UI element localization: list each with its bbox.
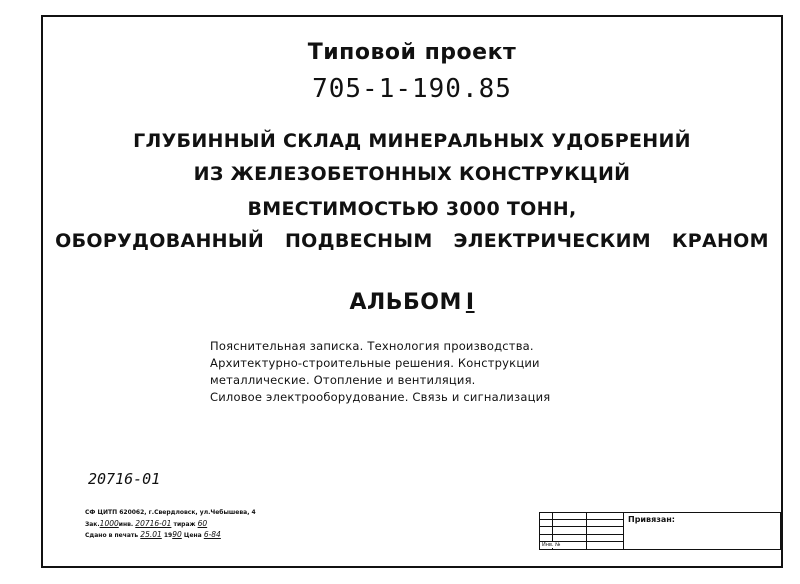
- print-info: [85, 508, 256, 542]
- heading-line-4: ОБОРУДОВАННЫЙ ПОДВЕСНЫМ ЭЛЕКТРИЧЕСКИМ КРАНОМ: [55, 230, 769, 252]
- project-title: Типовой проект: [307, 40, 517, 65]
- heading-line-3: ВМЕСТИМОСТЬЮ 3000 ТОНН,: [247, 198, 577, 220]
- heading-line-2: ИЗ ЖЕЛЕЗОБЕТОННЫХ КОНСТРУКЦИЙ: [193, 163, 631, 185]
- document-code: 20716-01: [88, 470, 161, 488]
- contents-line-3: металлические. Отопление и вентиляция.: [210, 373, 476, 387]
- contents-line-4: Силовое электрооборудование. Связь и сигнализация: [210, 390, 551, 404]
- stamp-inventory-label: Инв. №: [542, 542, 561, 548]
- print-date-line: Сдано в печать 25.01 1990 Цена 6-84: [85, 530, 221, 539]
- title-block-stamp: [539, 512, 781, 550]
- price: 6-84: [203, 530, 221, 539]
- print-year: 90: [172, 530, 182, 539]
- album-contents: [210, 338, 550, 406]
- heading-line-1: ГЛУБИННЫЙ СКЛАД МИНЕРАЛЬНЫХ УДОБРЕНИЙ: [133, 130, 691, 152]
- print-order-line: Зак.1000инв. 20716-01 тираж 60: [85, 518, 208, 528]
- album-numeral: I: [465, 290, 475, 315]
- album-title: [41, 290, 783, 315]
- print-date: 25.01: [140, 530, 162, 539]
- contents-line-2: Архитектурно-строительные решения. Конструкции: [210, 356, 540, 370]
- order-number: 1000: [99, 518, 119, 528]
- stamp-binding-label: Привязан:: [628, 515, 675, 524]
- print-run: 60: [197, 518, 208, 528]
- inventory-number: 20716-01: [135, 518, 172, 528]
- print-address: СФ ЦИТП 620062, г.Свердловск, ул.Чебышева, 4: [85, 509, 256, 516]
- album-label: АЛЬБОМ: [349, 290, 462, 315]
- project-number: 705-1-190.85: [312, 74, 512, 104]
- contents-line-1: Пояснительная записка. Технология производства.: [210, 339, 534, 353]
